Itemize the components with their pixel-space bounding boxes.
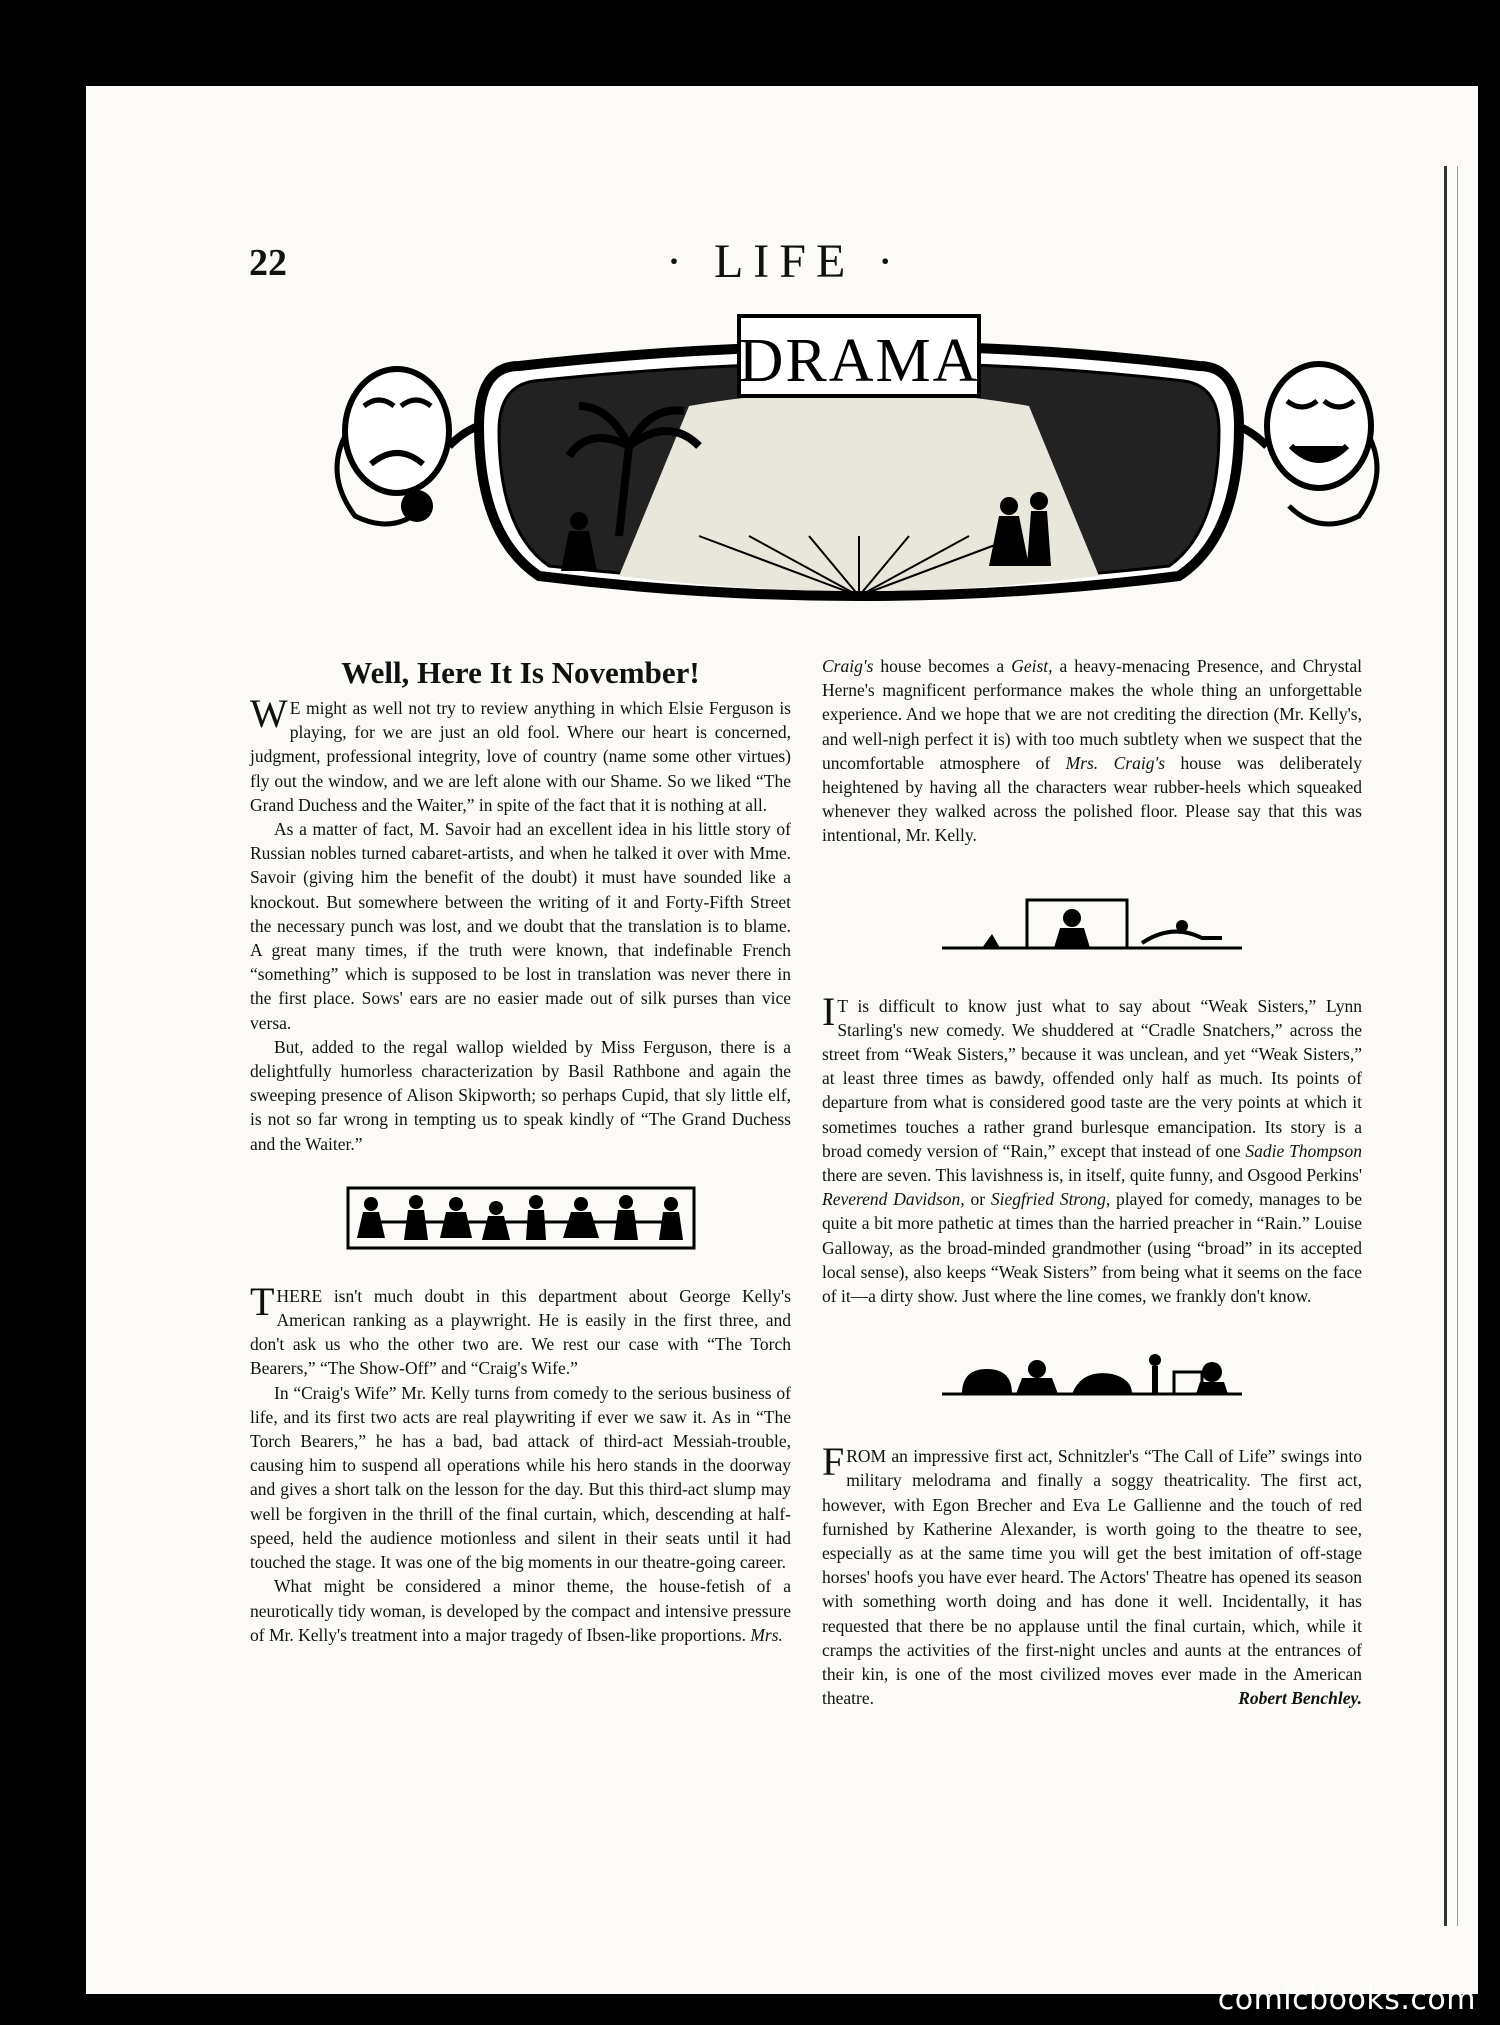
right-column [822,654,1362,1711]
paragraph: In “Craig's Wife” Mr. Kelly turns from comedy to the serious business of life, and its first two acts are real playwriting if ever we saw it. As in “The Torch Bearers,” he has a bad, bad attack of third-act Messiah-trouble, causing him to suspend all operations while his hero stands in the doorway and gives a short talk on the lesson for the day. But this third-act slump may well be forgiven in the thrill of the final curtain, which, descending at half-speed, held the audience motionless and silent in their seats until it had touched the stage. It was one of the big moments in our theatre-going career. [250,1382,791,1573]
paragraph: I T is difficult to know just what to say about “Weak Sisters,” Lynn Starling's new comedy. We shuddered at “Cradle Snatchers,” across the street from “Weak Sisters,” because it was unclean, and yet “Weak Sisters,” at least three times as bawdy, offended only half as much. Its points of departure from what is considered good taste are the very points at which it sometimes touches a rather grand burlesque emancipation. Its story is a broad comedy version of “Rain,” except that instead of one Sadie Thompson there are seven. This lavishness is, in itself, quite funny, and Osgood Perkins' Reverend Davidson, or Siegfried Strong, played for comedy, manages to be quite a bit more pathetic at times than the harried preacher in “Rain.” Louise Galloway, as the broad-minded grandmother (using “broad” in its accepted local sense), also keeps “Weak Sisters” from being what it seems on the face of it—a dirty show. Just where the line comes, we frankly don't know. [822,988,1363,1307]
comedy-mask-icon [1267,364,1377,524]
author-signature: Robert Benchley. [1238,1688,1362,1709]
stage-scene-vignette [942,888,1242,958]
paragraph: As a matter of fact, M. Savoir had an excellent idea in his little story of Russian nobles turned cabaret-artists, and when he talked it over with Mme. Savoir (giving him the benefit of the doubt) it must have sounded like a knockout. But somewhere between the writing of it and Forty-Fifth Street the necessary punch was lost, and we doubt that the translation is to blame. A great many times, if the truth were known, that indefinable French “something” which is supposed to be lost in translation was never there in the first place. Sows' ears are no easier made out of silk purses than vice versa. [250,819,791,1033]
left-column [250,654,791,1647]
site-watermark: comicbooks.com [1217,1982,1476,2017]
paragraph: W E might as well not try to review anything in which Elsie Ferguson is playing, for we are just an old fool. Where our heart is concerned, judgment, professional integrity, love of country (name some other virtues) fly out the window, and we are left alone with our Shame. So we liked “The Grand Duchess and the Waiter,” in spite of the fact that it is nothing at all. [250,691,791,815]
binding-spine [1444,166,1458,1926]
tragedy-mask-icon [337,369,449,524]
parlor-scene-vignette [942,1344,1242,1404]
page-number: 22 [249,242,287,284]
magazine-page [86,86,1478,1994]
drama-banner-illustration [319,296,1399,636]
banner-title: DRAMA [738,327,980,395]
paragraph: THERE isn't much doubt in this department about George Kelly's American ranking as a playwright. He is easily in the first three, and don't ask us who the other two are. We rest our case with “The Torch Bearers,” “The Show-Off” and “Craig's Wife.” [250,1278,791,1379]
paragraph: Craig's house becomes a Geist, a heavy-menacing Presence, and Chrystal Herne's magnificent performance makes the whole thing an unforgettable experience. And we hope that we are not crediting the direction (Mr. Kelly's, and well-nigh perfect it is) with too much subtlety when we suspect that the uncomfortable atmosphere of Mrs. Craig's house was deliberately heightened by having all the characters wear rubber-heels which squeaked whenever they walked across the polished floor. Please say that this was intentional, Mr. Kelly. [822,656,1362,846]
paragraph: But, added to the regal wallop wielded by Miss Ferguson, there is a delightfully humorless characterization by Basil Rathbone and again the sweeping presence of Alison Skipworth; so perhaps Cupid, that sly little elf, is not so far wrong in tempting us to speak kindly of “The Grand Duchess and the Waiter.” [250,1036,791,1154]
dancers-vignette [346,1182,696,1254]
magazine-title: · LIFE · [666,235,904,288]
article-headline: Well, Here It Is November! [341,655,700,690]
paragraph: FROM an impressive first act, Schnitzler's “The Call of Life” swings into military melodrama and finally a soggy theatricality. The first act, however, with Egon Brecher and Eva Le Gallienne and the touch of red furnished by Katherine Alexander, is worth going to the theatre to see, especially as at the same time you will get the best imitation of off-stage horses' hoofs you have ever heard. The Actors' Theatre has opened its season with something worth doing and has done it well. Incidentally, it has requested that there be no applause until the final curtain, which, while it cramps the activities of the first-night uncles and aunts at the entrances of their kin, is one of the most civilized moves ever made in the American theatre. Robert Benchley. [822,1444,1362,1710]
paragraph: What might be considered a minor theme, the house-fetish of a neurotically tidy woman, is developed by the compact and intensive pressure of Mr. Kelly's treatment into a major tragedy of Ibsen-like proportions. Mrs. [250,1576,791,1645]
